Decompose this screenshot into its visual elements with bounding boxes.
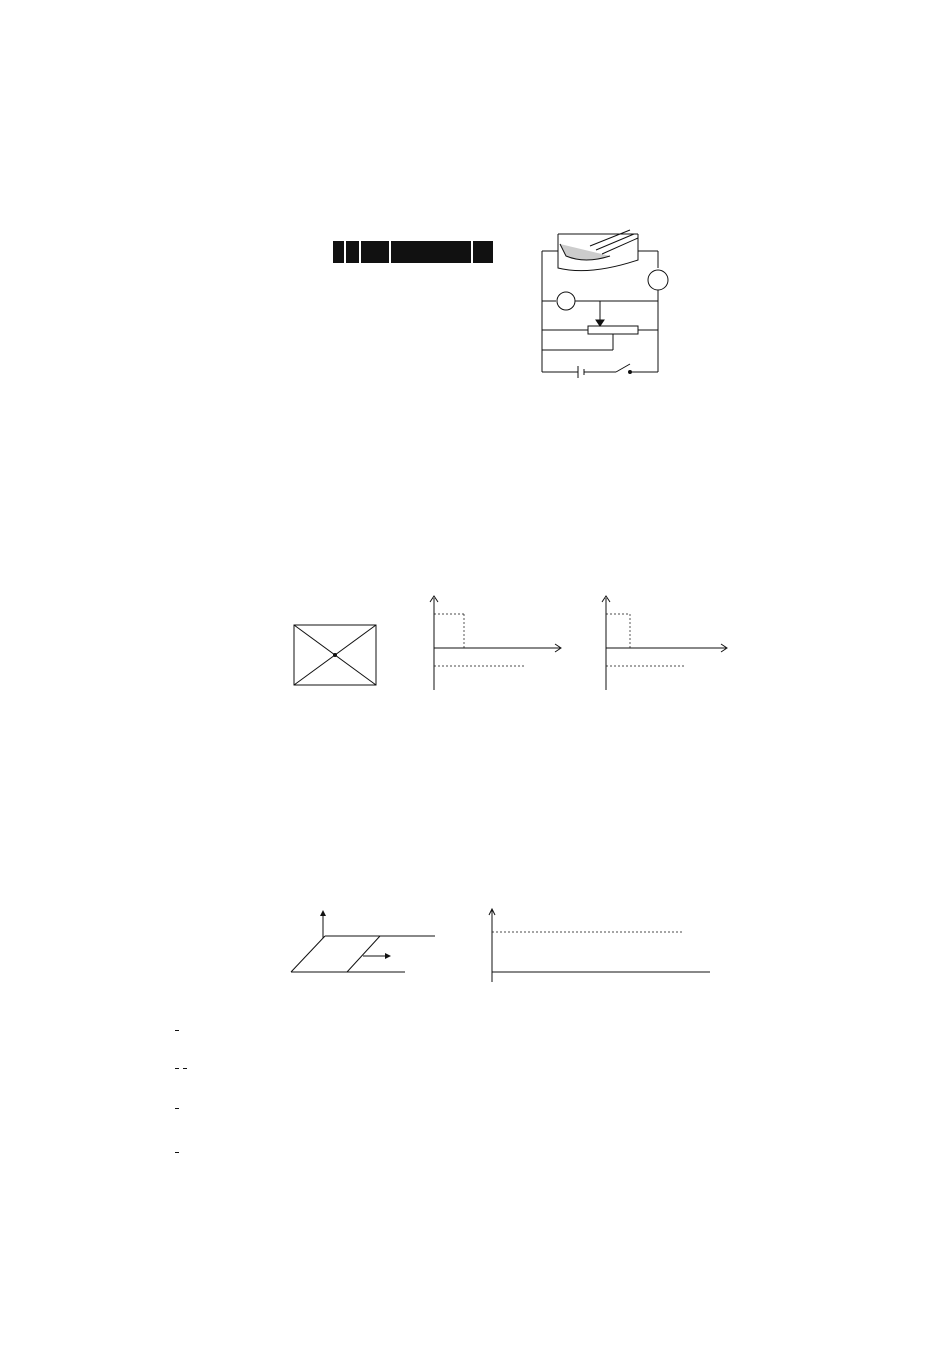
q12-fig3-graph (586, 594, 736, 694)
q11-fig4-circuit (530, 226, 690, 386)
numerator (183, 1068, 187, 1069)
q12-fig1-rect (280, 615, 395, 695)
q13-fig-jia (285, 908, 440, 980)
q12-fig2-graph (420, 594, 570, 694)
metal-rod (347, 936, 380, 972)
q13-option-d (173, 1134, 181, 1168)
cathode-k (560, 244, 610, 260)
numerator (175, 1152, 179, 1153)
q11-fig3-fringes (334, 360, 496, 382)
microammeter (648, 270, 668, 290)
switch-s (616, 364, 630, 372)
line-h-alpha (471, 241, 473, 263)
q11-fig2-fringes (334, 310, 496, 332)
rheostat (588, 326, 638, 334)
q13-fig-yi (470, 906, 720, 986)
q11-fig1 (333, 228, 493, 298)
line-h-delta (344, 241, 346, 263)
spectrum-bar (333, 241, 493, 263)
fraction (175, 1108, 179, 1109)
line-h-beta (389, 241, 391, 263)
q13-option-a (173, 1012, 181, 1046)
numerator (175, 1068, 179, 1069)
fraction (183, 1068, 187, 1069)
voltmeter (557, 292, 575, 310)
fraction (175, 1152, 179, 1153)
q13-option-c (173, 1090, 181, 1124)
q13-option-b (173, 1050, 189, 1084)
fraction (175, 1030, 179, 1031)
line-h-gamma (359, 241, 361, 263)
numerator (175, 1030, 179, 1031)
point-e (333, 653, 337, 657)
fraction (175, 1068, 179, 1069)
numerator (175, 1108, 179, 1109)
